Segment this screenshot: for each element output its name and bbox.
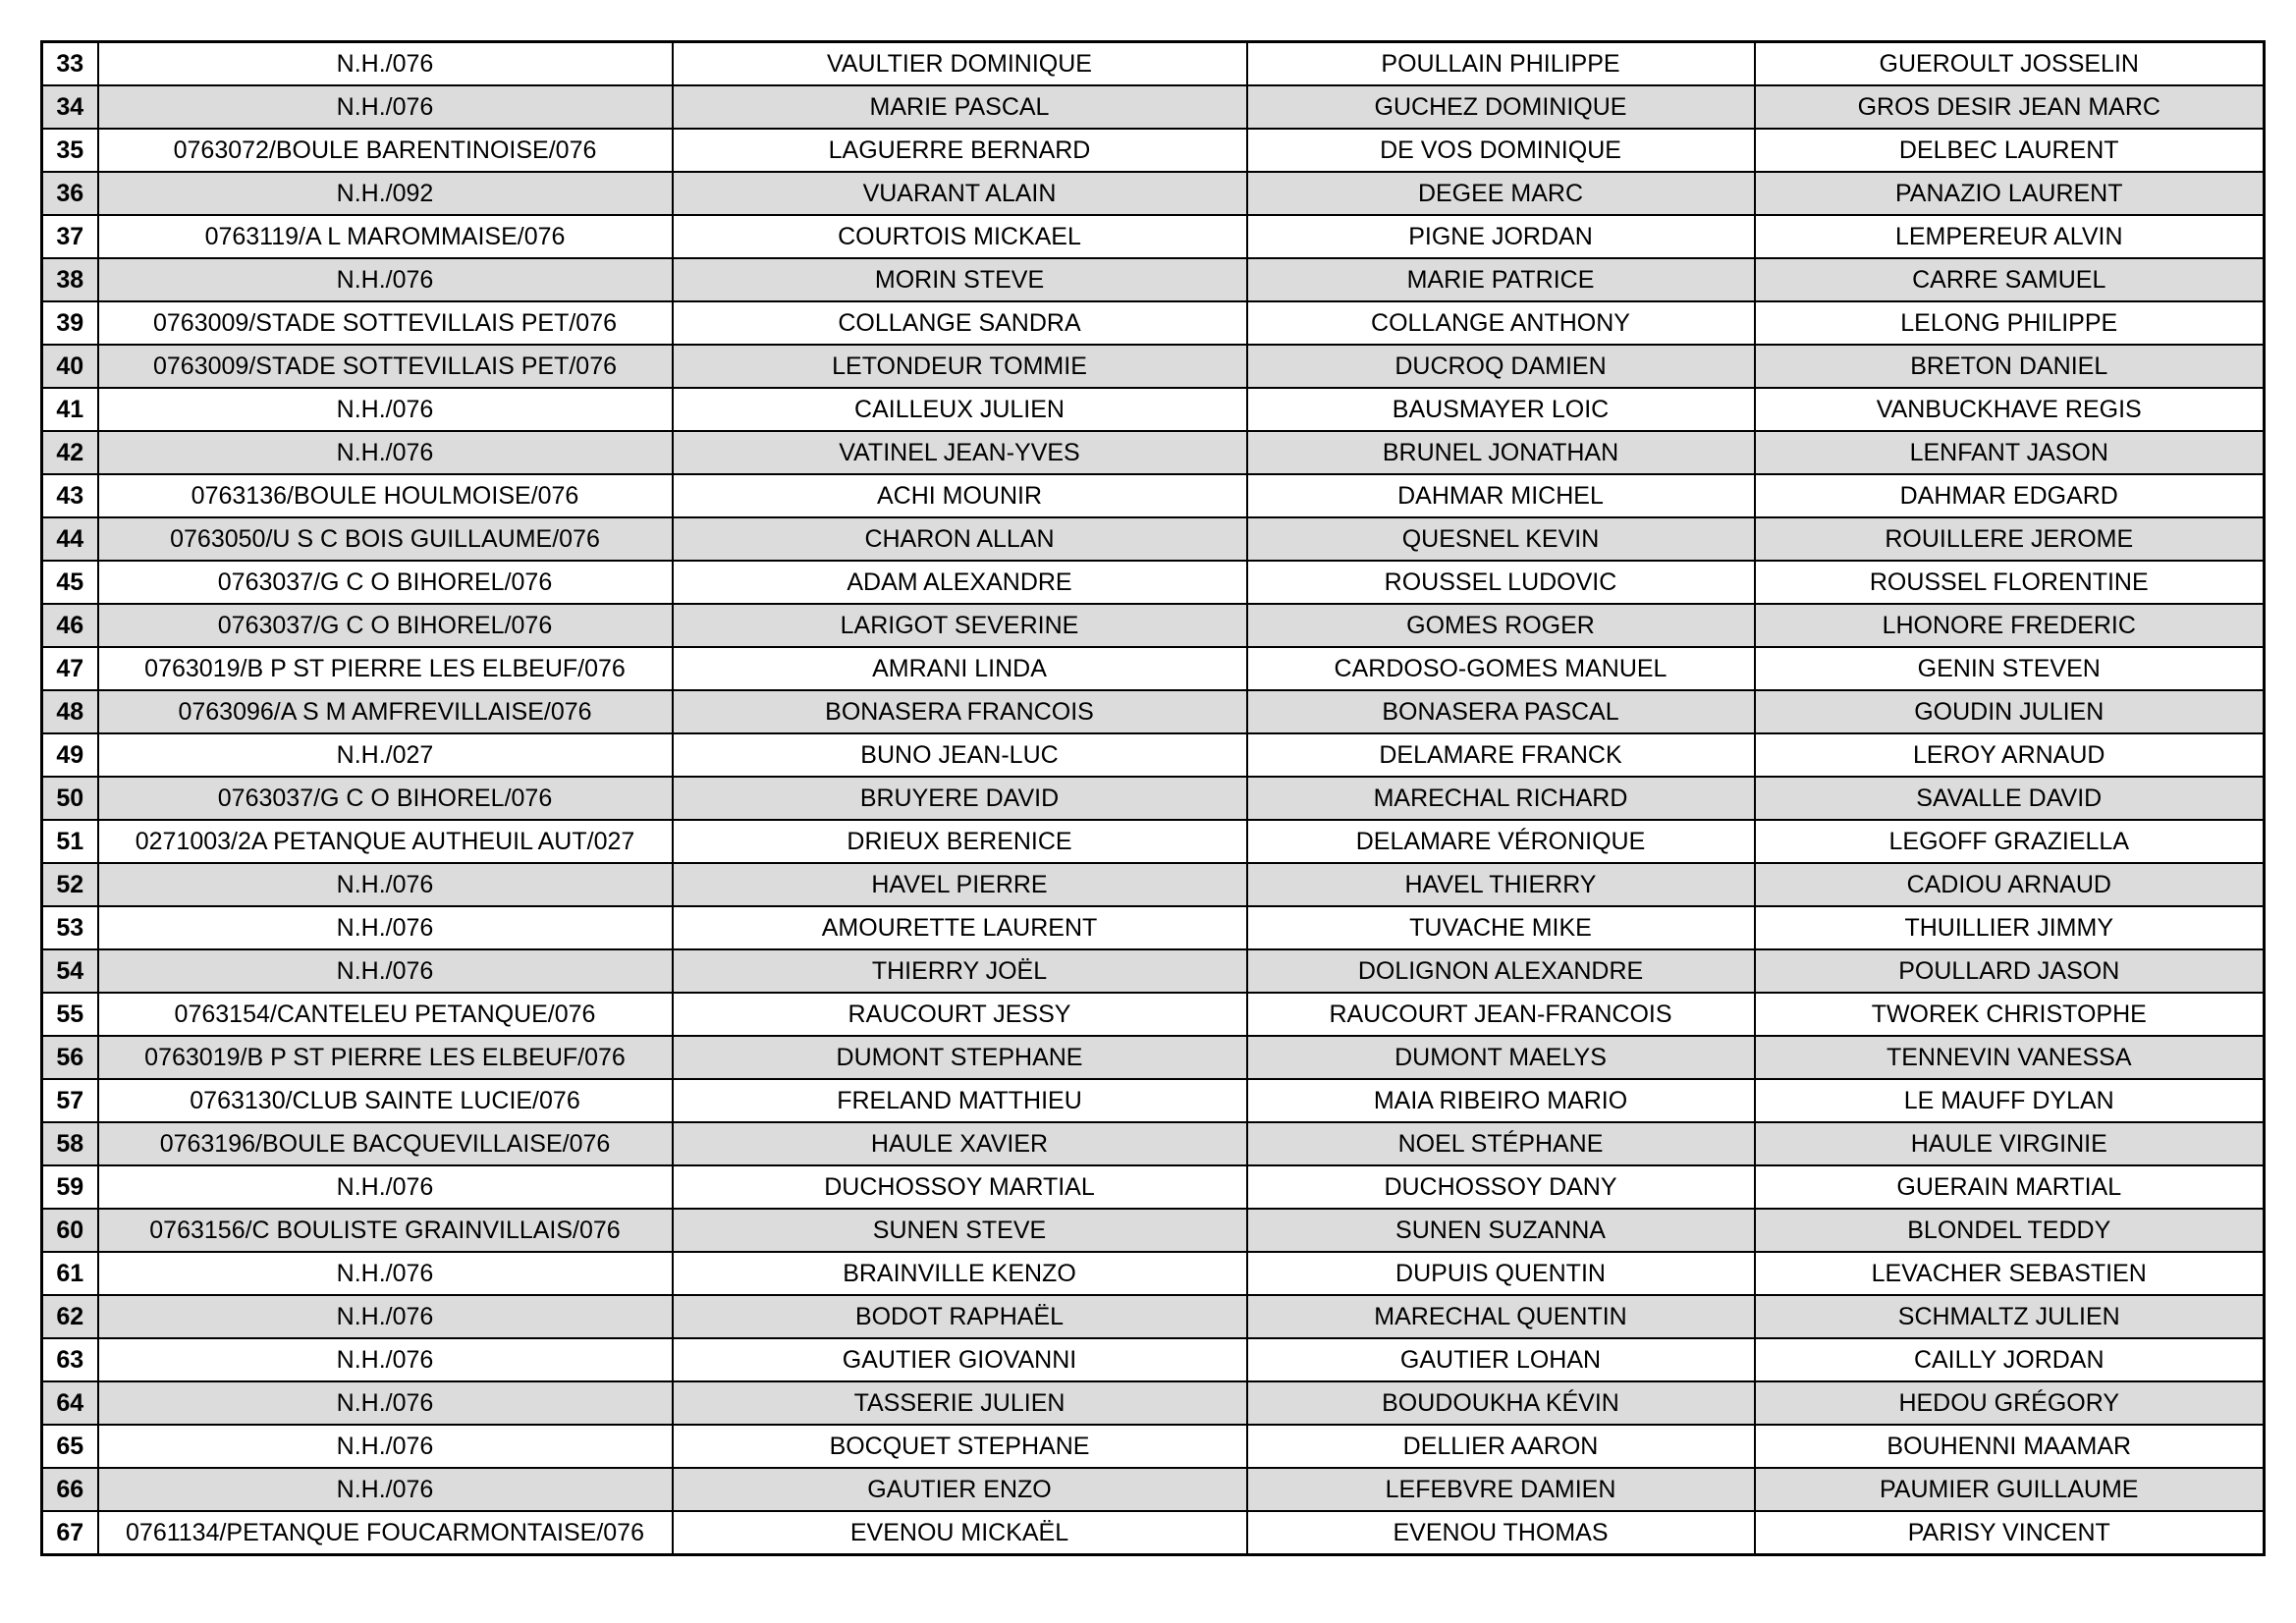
team-number-cell: 58 — [42, 1122, 98, 1165]
club-cell: 0761134/PETANQUE FOUCARMONTAISE/076 — [98, 1511, 673, 1555]
table-row — [42, 1381, 2265, 1425]
player-3-cell: DELBEC LAURENT — [1755, 129, 2265, 172]
team-number-cell: 43 — [42, 474, 98, 517]
player-3-cell: GUERAIN MARTIAL — [1755, 1165, 2265, 1209]
player-3-cell: TWOREK CHRISTOPHE — [1755, 993, 2265, 1036]
player-2-cell: DUCROQ DAMIEN — [1247, 345, 1755, 388]
table-row — [42, 1295, 2265, 1338]
player-2-cell: DELAMARE FRANCK — [1247, 733, 1755, 777]
table-row — [42, 85, 2265, 129]
club-cell: N.H./076 — [98, 863, 673, 906]
team-number-cell: 49 — [42, 733, 98, 777]
table-row — [42, 431, 2265, 474]
player-2-cell: QUESNEL KEVIN — [1247, 517, 1755, 561]
table-row — [42, 1468, 2265, 1511]
player-3-cell: ROUSSEL FLORENTINE — [1755, 561, 2265, 604]
player-3-cell: LHONORE FREDERIC — [1755, 604, 2265, 647]
player-2-cell: GUCHEZ DOMINIQUE — [1247, 85, 1755, 129]
player-1-cell: MARIE PASCAL — [673, 85, 1247, 129]
player-3-cell: LE MAUFF DYLAN — [1755, 1079, 2265, 1122]
player-1-cell: LAGUERRE BERNARD — [673, 129, 1247, 172]
club-cell: 0763019/B P ST PIERRE LES ELBEUF/076 — [98, 1036, 673, 1079]
table-row — [42, 604, 2265, 647]
team-number-cell: 66 — [42, 1468, 98, 1511]
team-number-cell: 64 — [42, 1381, 98, 1425]
player-1-cell: DUCHOSSOY MARTIAL — [673, 1165, 1247, 1209]
player-2-cell: LEFEBVRE DAMIEN — [1247, 1468, 1755, 1511]
player-1-cell: HAVEL PIERRE — [673, 863, 1247, 906]
player-2-cell: SUNEN SUZANNA — [1247, 1209, 1755, 1252]
table-row — [42, 1511, 2265, 1555]
player-2-cell: ROUSSEL LUDOVIC — [1247, 561, 1755, 604]
player-2-cell: DAHMAR MICHEL — [1247, 474, 1755, 517]
player-3-cell: SAVALLE DAVID — [1755, 777, 2265, 820]
player-1-cell: DUMONT STEPHANE — [673, 1036, 1247, 1079]
club-cell: 0763037/G C O BIHOREL/076 — [98, 604, 673, 647]
table-row — [42, 993, 2265, 1036]
player-1-cell: COLLANGE SANDRA — [673, 301, 1247, 345]
team-number-cell: 35 — [42, 129, 98, 172]
player-1-cell: BOCQUET STEPHANE — [673, 1425, 1247, 1468]
table-row — [42, 863, 2265, 906]
team-number-cell: 38 — [42, 258, 98, 301]
table-row — [42, 1079, 2265, 1122]
table-row — [42, 733, 2265, 777]
player-2-cell: RAUCOURT JEAN-FRANCOIS — [1247, 993, 1755, 1036]
team-number-cell: 50 — [42, 777, 98, 820]
team-number-cell: 52 — [42, 863, 98, 906]
team-number-cell: 57 — [42, 1079, 98, 1122]
table-row — [42, 42, 2265, 86]
club-cell: N.H./076 — [98, 85, 673, 129]
player-2-cell: DELAMARE VÉRONIQUE — [1247, 820, 1755, 863]
club-cell: N.H./076 — [98, 431, 673, 474]
table-row — [42, 1209, 2265, 1252]
player-3-cell: HEDOU GRÉGORY — [1755, 1381, 2265, 1425]
table-row — [42, 949, 2265, 993]
table-row — [42, 777, 2265, 820]
player-2-cell: DELLIER AARON — [1247, 1425, 1755, 1468]
team-number-cell: 63 — [42, 1338, 98, 1381]
team-number-cell: 59 — [42, 1165, 98, 1209]
player-1-cell: SUNEN STEVE — [673, 1209, 1247, 1252]
table-row — [42, 690, 2265, 733]
player-2-cell: DUCHOSSOY DANY — [1247, 1165, 1755, 1209]
player-2-cell: MARECHAL QUENTIN — [1247, 1295, 1755, 1338]
player-3-cell: VANBUCKHAVE REGIS — [1755, 388, 2265, 431]
club-cell: N.H./076 — [98, 258, 673, 301]
player-2-cell: GOMES ROGER — [1247, 604, 1755, 647]
team-number-cell: 44 — [42, 517, 98, 561]
team-number-cell: 61 — [42, 1252, 98, 1295]
player-3-cell: PAUMIER GUILLAUME — [1755, 1468, 2265, 1511]
team-number-cell: 47 — [42, 647, 98, 690]
player-2-cell: DOLIGNON ALEXANDRE — [1247, 949, 1755, 993]
player-1-cell: COURTOIS MICKAEL — [673, 215, 1247, 258]
player-1-cell: VAULTIER DOMINIQUE — [673, 42, 1247, 86]
club-cell: N.H./076 — [98, 42, 673, 86]
team-number-cell: 53 — [42, 906, 98, 949]
player-1-cell: MORIN STEVE — [673, 258, 1247, 301]
club-cell: 0763072/BOULE BARENTINOISE/076 — [98, 129, 673, 172]
player-1-cell: AMOURETTE LAURENT — [673, 906, 1247, 949]
table-row — [42, 388, 2265, 431]
player-2-cell: TUVACHE MIKE — [1247, 906, 1755, 949]
team-number-cell: 37 — [42, 215, 98, 258]
team-number-cell: 33 — [42, 42, 98, 86]
table-row — [42, 647, 2265, 690]
club-cell: 0763096/A S M AMFREVILLAISE/076 — [98, 690, 673, 733]
club-cell: 0763050/U S C BOIS GUILLAUME/076 — [98, 517, 673, 561]
player-2-cell: BAUSMAYER LOIC — [1247, 388, 1755, 431]
club-cell: N.H./027 — [98, 733, 673, 777]
player-1-cell: CHARON ALLAN — [673, 517, 1247, 561]
table-row — [42, 258, 2265, 301]
player-3-cell: THUILLIER JIMMY — [1755, 906, 2265, 949]
table-row — [42, 906, 2265, 949]
table-row — [42, 1425, 2265, 1468]
club-cell: N.H./076 — [98, 388, 673, 431]
player-1-cell: BRUYERE DAVID — [673, 777, 1247, 820]
player-3-cell: BOUHENNI MAAMAR — [1755, 1425, 2265, 1468]
team-number-cell: 34 — [42, 85, 98, 129]
team-number-cell: 41 — [42, 388, 98, 431]
club-cell: N.H./076 — [98, 1468, 673, 1511]
table-row — [42, 1338, 2265, 1381]
player-2-cell: NOEL STÉPHANE — [1247, 1122, 1755, 1165]
player-2-cell: EVENOU THOMAS — [1247, 1511, 1755, 1555]
club-cell: N.H./076 — [98, 1252, 673, 1295]
team-number-cell: 54 — [42, 949, 98, 993]
table-row — [42, 1036, 2265, 1079]
player-3-cell: PANAZIO LAURENT — [1755, 172, 2265, 215]
player-3-cell: ROUILLERE JEROME — [1755, 517, 2265, 561]
player-1-cell: RAUCOURT JESSY — [673, 993, 1247, 1036]
player-1-cell: VATINEL JEAN-YVES — [673, 431, 1247, 474]
table-row — [42, 1252, 2265, 1295]
teams-table-body — [42, 42, 2265, 1555]
player-1-cell: EVENOU MICKAËL — [673, 1511, 1247, 1555]
club-cell: N.H./076 — [98, 949, 673, 993]
table-row — [42, 820, 2265, 863]
table-row — [42, 129, 2265, 172]
player-3-cell: TENNEVIN VANESSA — [1755, 1036, 2265, 1079]
player-2-cell: DUPUIS QUENTIN — [1247, 1252, 1755, 1295]
team-number-cell: 60 — [42, 1209, 98, 1252]
team-number-cell: 67 — [42, 1511, 98, 1555]
player-2-cell: DUMONT MAELYS — [1247, 1036, 1755, 1079]
player-2-cell: DE VOS DOMINIQUE — [1247, 129, 1755, 172]
player-2-cell: BRUNEL JONATHAN — [1247, 431, 1755, 474]
club-cell: 0271003/2A PETANQUE AUTHEUIL AUT/027 — [98, 820, 673, 863]
player-3-cell: POULLARD JASON — [1755, 949, 2265, 993]
team-number-cell: 51 — [42, 820, 98, 863]
table-row — [42, 1122, 2265, 1165]
player-3-cell: CADIOU ARNAUD — [1755, 863, 2265, 906]
table-row — [42, 215, 2265, 258]
player-3-cell: DAHMAR EDGARD — [1755, 474, 2265, 517]
club-cell: 0763037/G C O BIHOREL/076 — [98, 561, 673, 604]
player-2-cell: MARECHAL RICHARD — [1247, 777, 1755, 820]
player-1-cell: AMRANI LINDA — [673, 647, 1247, 690]
club-cell: 0763009/STADE SOTTEVILLAIS PET/076 — [98, 345, 673, 388]
player-1-cell: BUNO JEAN-LUC — [673, 733, 1247, 777]
player-2-cell: BOUDOUKHA KÉVIN — [1247, 1381, 1755, 1425]
club-cell: N.H./076 — [98, 906, 673, 949]
club-cell: N.H./076 — [98, 1295, 673, 1338]
table-row — [42, 517, 2265, 561]
player-2-cell: DEGEE MARC — [1247, 172, 1755, 215]
player-3-cell: LEGOFF GRAZIELLA — [1755, 820, 2265, 863]
player-2-cell: GAUTIER LOHAN — [1247, 1338, 1755, 1381]
table-row — [42, 172, 2265, 215]
club-cell: 0763154/CANTELEU PETANQUE/076 — [98, 993, 673, 1036]
player-2-cell: MAIA RIBEIRO MARIO — [1247, 1079, 1755, 1122]
player-3-cell: BRETON DANIEL — [1755, 345, 2265, 388]
team-number-cell: 62 — [42, 1295, 98, 1338]
player-1-cell: BODOT RAPHAËL — [673, 1295, 1247, 1338]
player-1-cell: DRIEUX BERENICE — [673, 820, 1247, 863]
team-number-cell: 36 — [42, 172, 98, 215]
player-3-cell: LEMPEREUR ALVIN — [1755, 215, 2265, 258]
team-number-cell: 48 — [42, 690, 98, 733]
table-row — [42, 1165, 2265, 1209]
player-3-cell: CARRE SAMUEL — [1755, 258, 2265, 301]
team-number-cell: 45 — [42, 561, 98, 604]
club-cell: 0763019/B P ST PIERRE LES ELBEUF/076 — [98, 647, 673, 690]
player-1-cell: GAUTIER ENZO — [673, 1468, 1247, 1511]
club-cell: N.H./076 — [98, 1165, 673, 1209]
team-number-cell: 40 — [42, 345, 98, 388]
club-cell: 0763009/STADE SOTTEVILLAIS PET/076 — [98, 301, 673, 345]
team-number-cell: 55 — [42, 993, 98, 1036]
club-cell: N.H./076 — [98, 1425, 673, 1468]
player-3-cell: GUEROULT JOSSELIN — [1755, 42, 2265, 86]
player-3-cell: BLONDEL TEDDY — [1755, 1209, 2265, 1252]
player-2-cell: POULLAIN PHILIPPE — [1247, 42, 1755, 86]
team-number-cell: 46 — [42, 604, 98, 647]
player-2-cell: COLLANGE ANTHONY — [1247, 301, 1755, 345]
player-1-cell: TASSERIE JULIEN — [673, 1381, 1247, 1425]
player-1-cell: VUARANT ALAIN — [673, 172, 1247, 215]
player-3-cell: LELONG PHILIPPE — [1755, 301, 2265, 345]
player-1-cell: GAUTIER GIOVANNI — [673, 1338, 1247, 1381]
player-3-cell: GOUDIN JULIEN — [1755, 690, 2265, 733]
player-1-cell: ACHI MOUNIR — [673, 474, 1247, 517]
player-2-cell: HAVEL THIERRY — [1247, 863, 1755, 906]
club-cell: N.H./076 — [98, 1381, 673, 1425]
player-3-cell: LENFANT JASON — [1755, 431, 2265, 474]
player-3-cell: PARISY VINCENT — [1755, 1511, 2265, 1555]
table-row — [42, 561, 2265, 604]
player-2-cell: BONASERA PASCAL — [1247, 690, 1755, 733]
player-1-cell: FRELAND MATTHIEU — [673, 1079, 1247, 1122]
club-cell: 0763037/G C O BIHOREL/076 — [98, 777, 673, 820]
club-cell: 0763196/BOULE BACQUEVILLAISE/076 — [98, 1122, 673, 1165]
player-2-cell: MARIE PATRICE — [1247, 258, 1755, 301]
player-3-cell: SCHMALTZ JULIEN — [1755, 1295, 2265, 1338]
player-1-cell: LARIGOT SEVERINE — [673, 604, 1247, 647]
team-number-cell: 65 — [42, 1425, 98, 1468]
player-2-cell: PIGNE JORDAN — [1247, 215, 1755, 258]
player-1-cell: BONASERA FRANCOIS — [673, 690, 1247, 733]
team-number-cell: 56 — [42, 1036, 98, 1079]
team-number-cell: 42 — [42, 431, 98, 474]
player-1-cell: CAILLEUX JULIEN — [673, 388, 1247, 431]
club-cell: 0763156/C BOULISTE GRAINVILLAIS/076 — [98, 1209, 673, 1252]
club-cell: 0763119/A L MAROMMAISE/076 — [98, 215, 673, 258]
club-cell: 0763136/BOULE HOULMOISE/076 — [98, 474, 673, 517]
player-1-cell: LETONDEUR TOMMIE — [673, 345, 1247, 388]
club-cell: N.H./092 — [98, 172, 673, 215]
player-3-cell: GROS DESIR JEAN MARC — [1755, 85, 2265, 129]
club-cell: 0763130/CLUB SAINTE LUCIE/076 — [98, 1079, 673, 1122]
player-1-cell: HAULE XAVIER — [673, 1122, 1247, 1165]
player-3-cell: LEVACHER SEBASTIEN — [1755, 1252, 2265, 1295]
table-row — [42, 345, 2265, 388]
player-1-cell: THIERRY JOËL — [673, 949, 1247, 993]
player-2-cell: CARDOSO-GOMES MANUEL — [1247, 647, 1755, 690]
club-cell: N.H./076 — [98, 1338, 673, 1381]
player-1-cell: BRAINVILLE KENZO — [673, 1252, 1247, 1295]
table-row — [42, 301, 2265, 345]
teams-table — [40, 40, 2266, 1556]
player-3-cell: CAILLY JORDAN — [1755, 1338, 2265, 1381]
player-1-cell: ADAM ALEXANDRE — [673, 561, 1247, 604]
table-row — [42, 474, 2265, 517]
team-number-cell: 39 — [42, 301, 98, 345]
player-3-cell: LEROY ARNAUD — [1755, 733, 2265, 777]
player-3-cell: HAULE VIRGINIE — [1755, 1122, 2265, 1165]
player-3-cell: GENIN STEVEN — [1755, 647, 2265, 690]
